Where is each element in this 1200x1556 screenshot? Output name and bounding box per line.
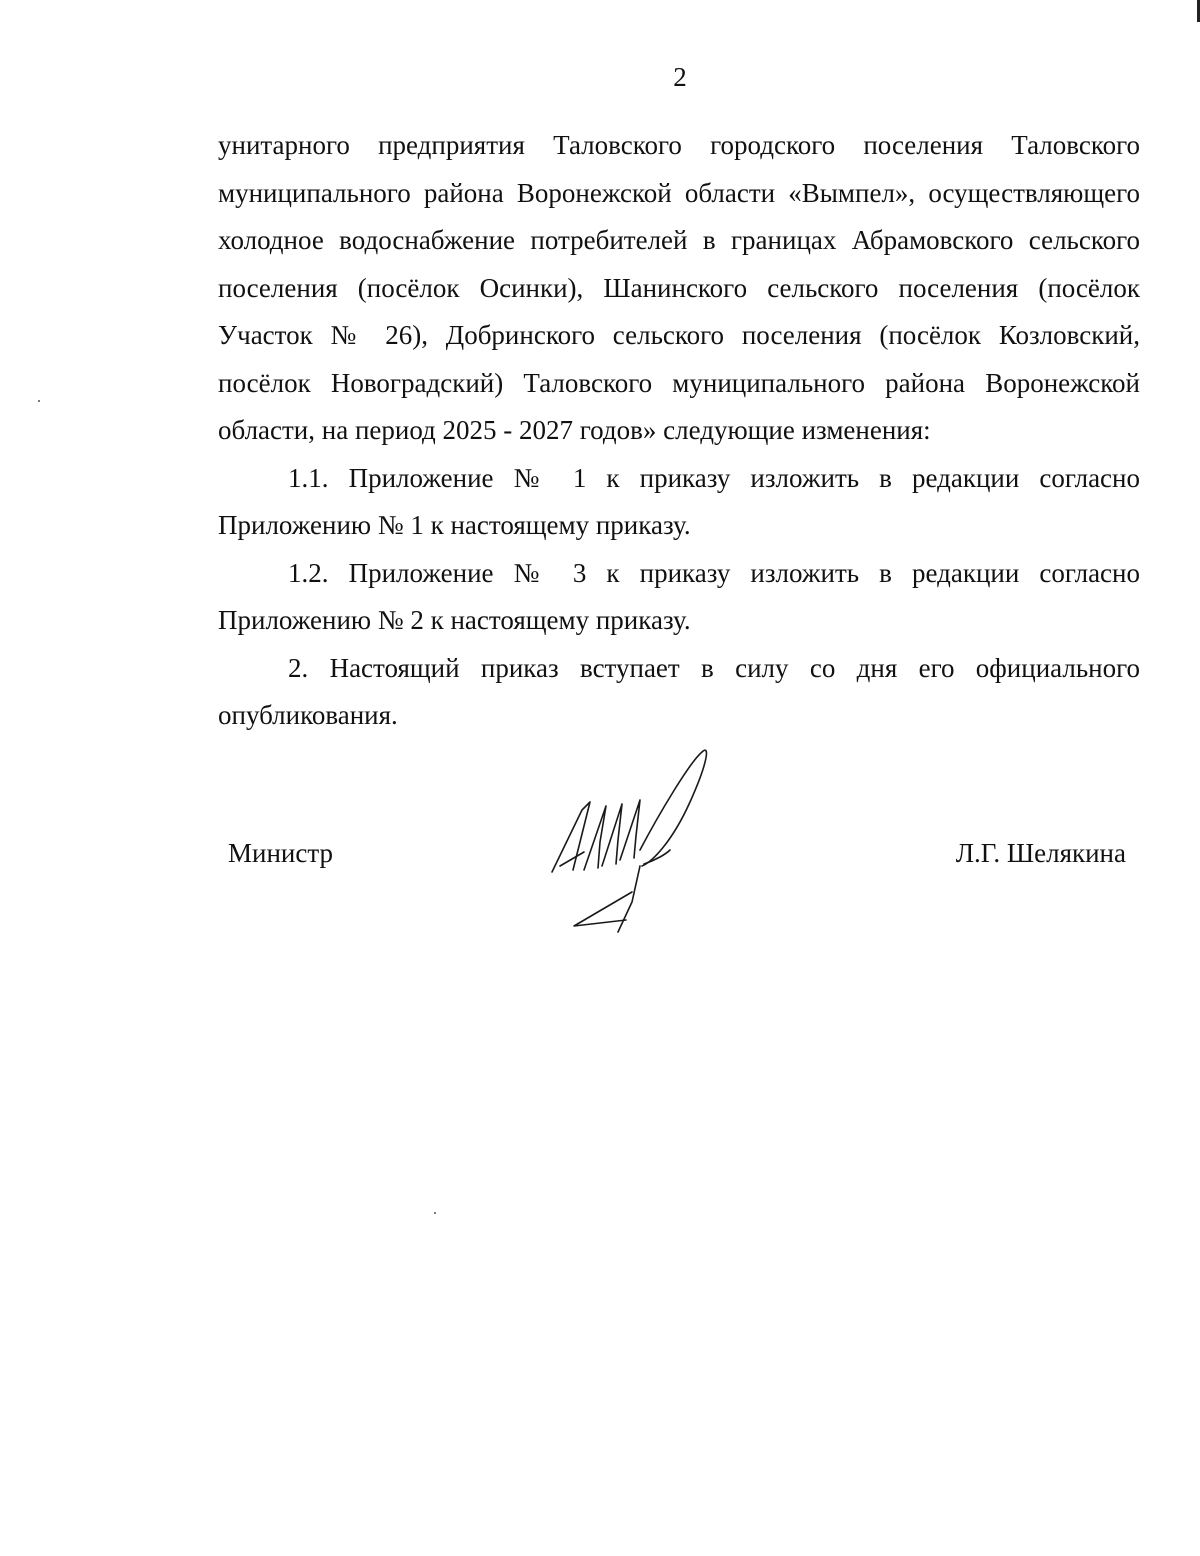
handwritten-signature (540, 742, 720, 942)
paragraph-item-2: 2. Настоящий приказ вступает в силу со дня его официального опубликования. (218, 652, 1140, 730)
signer-name: Л.Г. Шелякина (955, 838, 1126, 868)
paragraph-item-1-2: 1.2. Приложение № 3 к приказу изложить в редакции согласно Приложению № 2 к настоящему приказу. (218, 557, 1140, 635)
scan-artifact-left (38, 400, 40, 402)
document-body (218, 122, 1140, 740)
page-number: 2 (673, 62, 687, 92)
paragraph-item-1-1: 1.1. Приложение № 1 к приказу изложить в редакции согласно Приложению № 1 к настоящему приказу. (218, 462, 1140, 540)
paragraph-continuation: унитарного предприятия Таловского городского поселения Таловского муниципального района Воронежской области «Вымпел», осуществляющего холодное водоснабжение потребителей в границах Абрамовского сельского поселения (посёлок Осинки), Шанинского сельского поселения (посёлок Участок № 26), Добринского сельского поселения (посёлок Козловский, посёлок Новоградский) Таловского муниципального района Воронежской области, на период 2025 - 2027 годов» следующие изменения: (218, 130, 1140, 445)
scan-artifact-bottom (434, 1212, 436, 1214)
signer-position: Министр (228, 838, 333, 868)
